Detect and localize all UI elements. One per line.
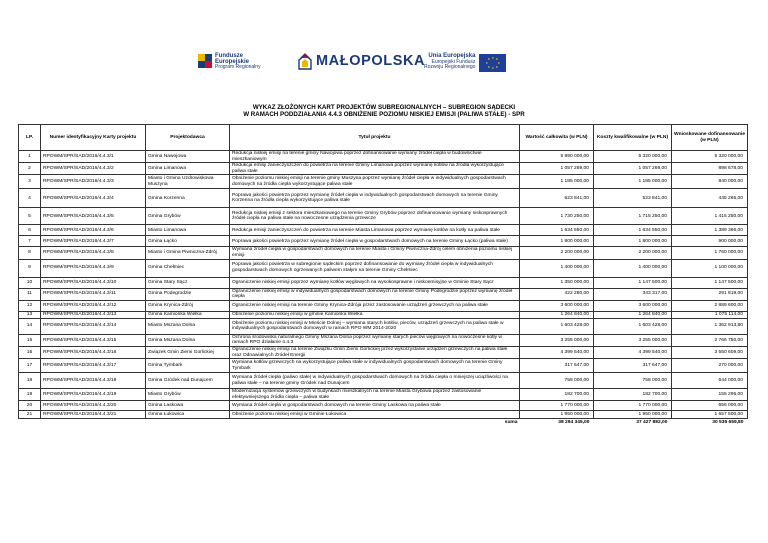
- row-project-title: Wymiana źródeł ciepła w gospodarstwach domowych na terenie Gminy Laskowa na paliwa stałe: [230, 401, 520, 411]
- row-project-title: Ograniczenie niskiej emisji na terenie Związku Gmin Ziemi Gorlickiej przez wykorzystanie urządzeń grzewczych na paliwa stałe oraz Odnawialnych Źródeł Energii: [230, 346, 520, 358]
- row-lp: 17: [19, 359, 41, 373]
- row-applicant: Miasto Mszana Dolna: [146, 318, 230, 334]
- row-project-title: Ograniczenie niskiej emisji poprzez wymianę kotłów węglowych na wysokosprawne i niskoemisyjne w Gminie Stary Sącz: [230, 277, 520, 288]
- col-applicant: Projektodawca: [146, 125, 230, 151]
- col-cofinancing: Wnioskowane dofinansowanie (w PLN): [672, 125, 748, 151]
- table-row: [19, 311, 748, 318]
- row-card-number: RPOWM/SPR/SAD/2016/4.4.3/17: [41, 359, 146, 373]
- row-applicant: Gmina Limanowa: [146, 163, 230, 175]
- row-cofinancing: 1 075 114,00: [672, 311, 748, 318]
- row-total-value: 3 255 000,00: [520, 334, 594, 346]
- row-lp: 15: [19, 334, 41, 346]
- row-cofinancing: 840 000,00: [672, 175, 748, 189]
- row-lp: 16: [19, 346, 41, 358]
- row-eligible-costs: 3 255 000,00: [594, 334, 672, 346]
- row-project-title: Obniżenie poziomu niskiej emisji w Mieście Dolnej – wymiana starych kotłów, pieców, urządzeń grzewczych na paliwa stałe w indywidualnych gospodarstwach domowych w ramach RPO WM 2014-2020: [230, 318, 520, 334]
- row-eligible-costs: 1 800 000,00: [594, 236, 672, 247]
- row-applicant: Gmina Kamionka Wielka: [146, 311, 230, 318]
- row-card-number: RPOWM/SPR/SAD/2016/4.4.3/3: [41, 175, 146, 189]
- row-card-number: RPOWM/SPR/SAD/2016/4.4.3/19: [41, 389, 146, 401]
- row-eligible-costs: 1 057 269,00: [594, 163, 672, 175]
- row-applicant: Gmina Podegrodzie: [146, 288, 230, 300]
- fe-line3: Program Regionalny: [215, 64, 261, 70]
- row-eligible-costs: 4 399 540,00: [594, 346, 672, 358]
- row-applicant: Gmina Grybów: [146, 208, 230, 225]
- row-project-title: Obniżenie poziomu niskiej emisji w gminie Kamionka Wielka: [230, 311, 520, 318]
- row-eligible-costs: 5 320 000,00: [594, 151, 672, 163]
- row-card-number: RPOWM/SPR/SAD/2016/4.4.3/4: [41, 189, 146, 208]
- table-row: [19, 359, 748, 373]
- fe-line2: Europejskie: [215, 58, 250, 65]
- row-card-number: RPOWM/SPR/SAD/2016/4.4.3/14: [41, 318, 146, 334]
- table-row: [19, 208, 748, 225]
- row-cofinancing: 1 362 913,80: [672, 318, 748, 334]
- row-eligible-costs: 1 634 550,00: [594, 225, 672, 236]
- row-total-value: 4 399 540,00: [520, 346, 594, 358]
- row-lp: 1: [19, 151, 41, 163]
- row-total-value: 1 400 000,00: [520, 259, 594, 277]
- row-total-value: 1 770 000,00: [520, 401, 594, 411]
- row-card-number: RPOWM/SPR/SAD/2016/4.4.3/11: [41, 288, 146, 300]
- row-card-number: RPOWM/SPR/SAD/2016/4.4.3/15: [41, 334, 146, 346]
- row-lp: 4: [19, 189, 41, 208]
- fe-line1: Fundusze: [215, 53, 243, 59]
- eu-flag-icon: ★ ★ ★ ★ ★ ★ ★ ★: [479, 54, 506, 72]
- table-row: [19, 288, 748, 300]
- row-project-title: Modernizacja systemów grzewczych w budynkach mieszkalnych na terenie Miasta Grybowa poprzez zastosowanie efektywniejszego źródła ciepła – paliwa stałe: [230, 389, 520, 401]
- row-total-value: 1 057 269,00: [520, 163, 594, 175]
- malopolska-wordmark: MAŁOPOLSKA: [316, 53, 426, 69]
- row-cofinancing: 445 265,00: [672, 189, 748, 208]
- row-lp: 8: [19, 247, 41, 259]
- row-eligible-costs: 523 841,00: [594, 189, 672, 208]
- row-applicant: Gmina Tymbark: [146, 359, 230, 373]
- ue-line2: Europejski Fundusz: [431, 58, 476, 65]
- row-lp: 3: [19, 175, 41, 189]
- row-cofinancing: 1 389 366,00: [672, 225, 748, 236]
- row-applicant: Miasto Limanowa: [146, 225, 230, 236]
- row-lp: 7: [19, 236, 41, 247]
- row-total-value: 1 603 428,00: [520, 318, 594, 334]
- row-cofinancing: 1 147 500,00: [672, 277, 748, 288]
- row-applicant: Gmina Korzenna: [146, 189, 230, 208]
- row-applicant: Gmina Krynica-Zdrój: [146, 300, 230, 311]
- table-row: [19, 346, 748, 358]
- row-eligible-costs: 1 185 000,00: [594, 175, 672, 189]
- row-eligible-costs: 3 600 000,00: [594, 300, 672, 311]
- row-total-value: 523 841,00: [520, 189, 594, 208]
- row-applicant: Gmina Laskowa: [146, 401, 230, 411]
- row-project-title: Wymiana źródeł ciepła w gospodarstwach domowych na terenie Miasta i Gminy Piwniczna-Zdrój celem obniżenia poziomu niskiej emisji: [230, 247, 520, 259]
- row-lp: 19: [19, 389, 41, 401]
- row-cofinancing: 656 000,00: [672, 401, 748, 411]
- row-cofinancing: 155 295,00: [672, 389, 748, 401]
- row-card-number: RPOWM/SPR/SAD/2016/4.4.3/16: [41, 346, 146, 358]
- row-project-title: Wymiana kotłów grzewczych na wykorzystujące paliwa stałe w indywidualnych gospodarstwach domowych na terenie Gminy Tymbark: [230, 359, 520, 373]
- row-total-value: 317 647,00: [520, 359, 594, 373]
- row-lp: 12: [19, 300, 41, 311]
- row-card-number: RPOWM/SPR/SAD/2016/4.4.3/1: [41, 151, 146, 163]
- row-eligible-costs: 1 400 000,00: [594, 259, 672, 277]
- table-row: [19, 401, 748, 411]
- row-project-title: Wymiana źródeł ciepła (paliwo stałe) w indywidualnych gospodarstwach domowych na źródła ciepła o mniejszej uciążliwości na paliwa stałe – na terenie gminy Gródek nad Dunajcem: [230, 373, 520, 389]
- row-applicant: Miasto i Gmina Uzdrowiskowa Muszyna: [146, 175, 230, 189]
- row-applicant: Miasto Grybów: [146, 389, 230, 401]
- row-eligible-costs: 317 647,00: [594, 359, 672, 373]
- row-cofinancing: 900 000,00: [672, 236, 748, 247]
- row-project-title: Redukcja niskiej emisji na terenie gminy Nawojowa poprzez dofinansowanie wymiany źródeł ciepła w budownictwie mieszkaniowym: [230, 151, 520, 163]
- row-applicant: Gmina Nawojowa: [146, 151, 230, 163]
- row-total-value: 1 950 000,00: [520, 411, 594, 419]
- row-cofinancing: 2 889 600,00: [672, 300, 748, 311]
- row-eligible-costs: 2 200 000,00: [594, 247, 672, 259]
- table-row: [19, 189, 748, 208]
- row-cofinancing: 3 550 609,00: [672, 346, 748, 358]
- table-row: [19, 236, 748, 247]
- row-cofinancing: 1 760 000,00: [672, 247, 748, 259]
- ue-line1: Unia Europejska: [428, 53, 476, 59]
- row-project-title: Poprawa jakości powietrza poprzez wymianę źródeł ciepła w indywidualnych gospodarstwach domowych na terenie Gminy Korzenna na źródła ciepła wykorzystujące paliwa stałe: [230, 189, 520, 208]
- table-row: [19, 389, 748, 401]
- row-total-value: 1 730 250,00: [520, 208, 594, 225]
- row-card-number: RPOWM/SPR/SAD/2016/4.4.3/9: [41, 259, 146, 277]
- table-row: [19, 225, 748, 236]
- row-project-title: Redukcja niskiej emisji z sektora mieszkaniowego na terenie Gminy Grybów poprzez dofinansowanie wymiany niskosprawnych źródeł ciepła na paliwa stałe na nowoczesne urządzenia grzewcze: [230, 208, 520, 225]
- row-eligible-costs: 1 950 000,00: [594, 411, 672, 419]
- row-applicant: Gmina Gródek nad Dunajcem: [146, 373, 230, 389]
- fe-mark-icon: [198, 54, 212, 68]
- row-total-value: 1 185 000,00: [520, 175, 594, 189]
- row-card-number: RPOWM/SPR/SAD/2016/4.4.3/7: [41, 236, 146, 247]
- malopolska-logo: [298, 52, 425, 70]
- sum-eligible-costs: 37 427 882,00: [636, 420, 668, 426]
- row-project-title: Poprawa jakości powietrza w subregionie sądeckim poprzez dofinansowanie do wymiany źródeł ciepła w indywidualnych gospodarstwach domowych ogrzewanych paliwem stałym na terenie Gminy Chełmiec: [230, 259, 520, 277]
- row-cofinancing: 2 766 750,00: [672, 334, 748, 346]
- row-cofinancing: 1 100 000,00: [672, 259, 748, 277]
- document-title-line2: W RAMACH PODDZIAŁANIA 4.4.3 OBNIŻENIE POZIOMU NISKIEJ EMISJI (PALIWA STAŁE) - SPR: [243, 111, 525, 118]
- row-eligible-costs: 1 264 840,00: [594, 311, 672, 318]
- table-header-row: [19, 125, 748, 151]
- sum-cofinancing: 30 535 659,80: [712, 420, 744, 426]
- row-cofinancing: 270 000,00: [672, 359, 748, 373]
- row-lp: 6: [19, 225, 41, 236]
- col-project-title: Tytuł projektu: [230, 125, 520, 151]
- logo-bar: [0, 52, 768, 80]
- row-card-number: RPOWM/SPR/SAD/2016/4.4.3/18: [41, 373, 146, 389]
- row-total-value: 2 200 000,00: [520, 247, 594, 259]
- row-applicant: Gmina Łącko: [146, 236, 230, 247]
- ue-line3: Rozwoju Regionalnego: [424, 64, 476, 70]
- row-cofinancing: 1 415 250,00: [672, 208, 748, 225]
- row-total-value: 422 280,00: [520, 288, 594, 300]
- row-project-title: Ograniczenie niskiej emisji w indywidualnych gospodarstwach domowych na terenie Gminy Podegrodzie poprzez wymianę źródeł ciepła: [230, 288, 520, 300]
- fundusze-europejskie-logo: [198, 54, 261, 71]
- table-row: [19, 151, 748, 163]
- row-eligible-costs: 182 700,00: [594, 389, 672, 401]
- row-card-number: RPOWM/SPR/SAD/2016/4.4.3/13: [41, 311, 146, 318]
- row-lp: 18: [19, 373, 41, 389]
- table-row: [19, 259, 748, 277]
- row-lp: 9: [19, 259, 41, 277]
- sum-row: [19, 419, 748, 427]
- row-cofinancing: 644 000,00: [672, 373, 748, 389]
- row-eligible-costs: 343 317,00: [594, 288, 672, 300]
- table-row: [19, 175, 748, 189]
- eu-logo: [424, 54, 506, 72]
- row-total-value: 3 600 000,00: [520, 300, 594, 311]
- row-card-number: RPOWM/SPR/SAD/2016/4.4.3/20: [41, 401, 146, 411]
- row-lp: 14: [19, 318, 41, 334]
- row-applicant: Gmina Mszana Dolna: [146, 334, 230, 346]
- sum-total-value: 38 294 345,00: [558, 420, 590, 426]
- row-lp: 20: [19, 401, 41, 411]
- row-applicant: Miasto i Gmina Piwniczna-Zdrój: [146, 247, 230, 259]
- row-lp: 21: [19, 411, 41, 419]
- row-card-number: RPOWM/SPR/SAD/2016/4.4.3/21: [41, 411, 146, 419]
- row-lp: 2: [19, 163, 41, 175]
- row-cofinancing: 291 819,00: [672, 288, 748, 300]
- row-total-value: 1 350 000,00: [520, 277, 594, 288]
- col-total-value: Wartość całkowita (w PLN): [520, 125, 594, 151]
- document-title-line1: WYKAZ ZŁOŻONYCH KART PROJEKTÓW SUBREGIONALNYCH – SUBREGION SĄDECKI: [252, 104, 516, 111]
- row-project-title: Poprawa jakości powietrza poprzez wymianę źródeł ciepła w gospodarstwach domowych na terenie Gminy Łącko (paliwa stałe): [230, 236, 520, 247]
- row-lp: 11: [19, 288, 41, 300]
- malopolska-crest-icon: [298, 52, 312, 70]
- table-row: [19, 247, 748, 259]
- row-lp: 10: [19, 277, 41, 288]
- row-card-number: RPOWM/SPR/SAD/2016/4.4.3/10: [41, 277, 146, 288]
- table-row: [19, 373, 748, 389]
- row-cofinancing: 5 320 000,00: [672, 151, 748, 163]
- row-total-value: 5 890 000,00: [520, 151, 594, 163]
- table-row: [19, 334, 748, 346]
- row-project-title: Obniżenie poziomu niskiej emisji na terenie gminy Muszyna poprzez wymianę źródeł ciepła w indywidualnych gospodarstwach domowych na źródła ciepła wykorzystujące paliwa stałe: [230, 175, 520, 189]
- row-card-number: RPOWM/SPR/SAD/2016/4.4.3/8: [41, 247, 146, 259]
- row-applicant: Gmina Chełmiec: [146, 259, 230, 277]
- table-row: [19, 318, 748, 334]
- row-total-value: 758 000,00: [520, 373, 594, 389]
- row-total-value: 1 634 550,00: [520, 225, 594, 236]
- row-applicant: Gmina Łukowica: [146, 411, 230, 419]
- table-row: [19, 411, 748, 419]
- row-card-number: RPOWM/SPR/SAD/2016/4.4.3/6: [41, 225, 146, 236]
- table-row: [19, 300, 748, 311]
- col-eligible-costs: Koszty kwalifikowalne (w PLN): [594, 125, 672, 151]
- row-total-value: 182 700,00: [520, 389, 594, 401]
- row-eligible-costs: 1 603 428,00: [594, 318, 672, 334]
- col-card-number: Numer identyfikacyjny Karty projektu: [41, 125, 146, 151]
- sum-label: suma: [504, 420, 518, 426]
- row-card-number: RPOWM/SPR/SAD/2016/4.4.3/5: [41, 208, 146, 225]
- row-project-title: Redukcja emisji zanieczyszczeń do powietrza na terenie Miasta Limanowa poprzez wymianę kotłów na kotły na paliwa stałe: [230, 225, 520, 236]
- row-total-value: 1 264 840,00: [520, 311, 594, 318]
- row-lp: 13: [19, 311, 41, 318]
- row-cofinancing: 1 657 500,00: [672, 411, 748, 419]
- row-eligible-costs: 1 147 500,00: [594, 277, 672, 288]
- table-row: [19, 277, 748, 288]
- row-project-title: Redukcja emisji zanieczyszczeń do powietrza na terenie Gminy Limanowa poprzez wymianę kotłów na źródła wykorzystujące paliwa stałe: [230, 163, 520, 175]
- row-applicant: Gmina Stary Sącz: [146, 277, 230, 288]
- row-lp: 5: [19, 208, 41, 225]
- row-project-title: Obniżenie poziomu niskiej emisji w Gminie Łukowica: [230, 411, 520, 419]
- row-eligible-costs: 1 770 000,00: [594, 401, 672, 411]
- row-project-title: Ograniczenie niskiej emisji na terenie Gminy Krynica-Zdrója przez zastosowanie urządzeń grzewczych na paliwa stałe: [230, 300, 520, 311]
- row-total-value: 1 800 000,00: [520, 236, 594, 247]
- row-card-number: RPOWM/SPR/SAD/2016/4.4.3/2: [41, 163, 146, 175]
- row-cofinancing: 898 678,00: [672, 163, 748, 175]
- row-project-title: Ochrona środowiska naturalnego Gminy Mszana Dolna poprzez wymianę starych pieców węglowych na nowoczesne kotły w ramach RPO działanie 4.4.3: [230, 334, 520, 346]
- projects-table: [18, 124, 748, 427]
- row-applicant: Związek Gmin Ziemi Gorlickiej: [146, 346, 230, 358]
- row-eligible-costs: 1 715 250,00: [594, 208, 672, 225]
- table-row: [19, 163, 748, 175]
- row-eligible-costs: 758 000,00: [594, 373, 672, 389]
- col-lp: LP.: [19, 125, 41, 151]
- row-card-number: RPOWM/SPR/SAD/2016/4.4.3/12: [41, 300, 146, 311]
